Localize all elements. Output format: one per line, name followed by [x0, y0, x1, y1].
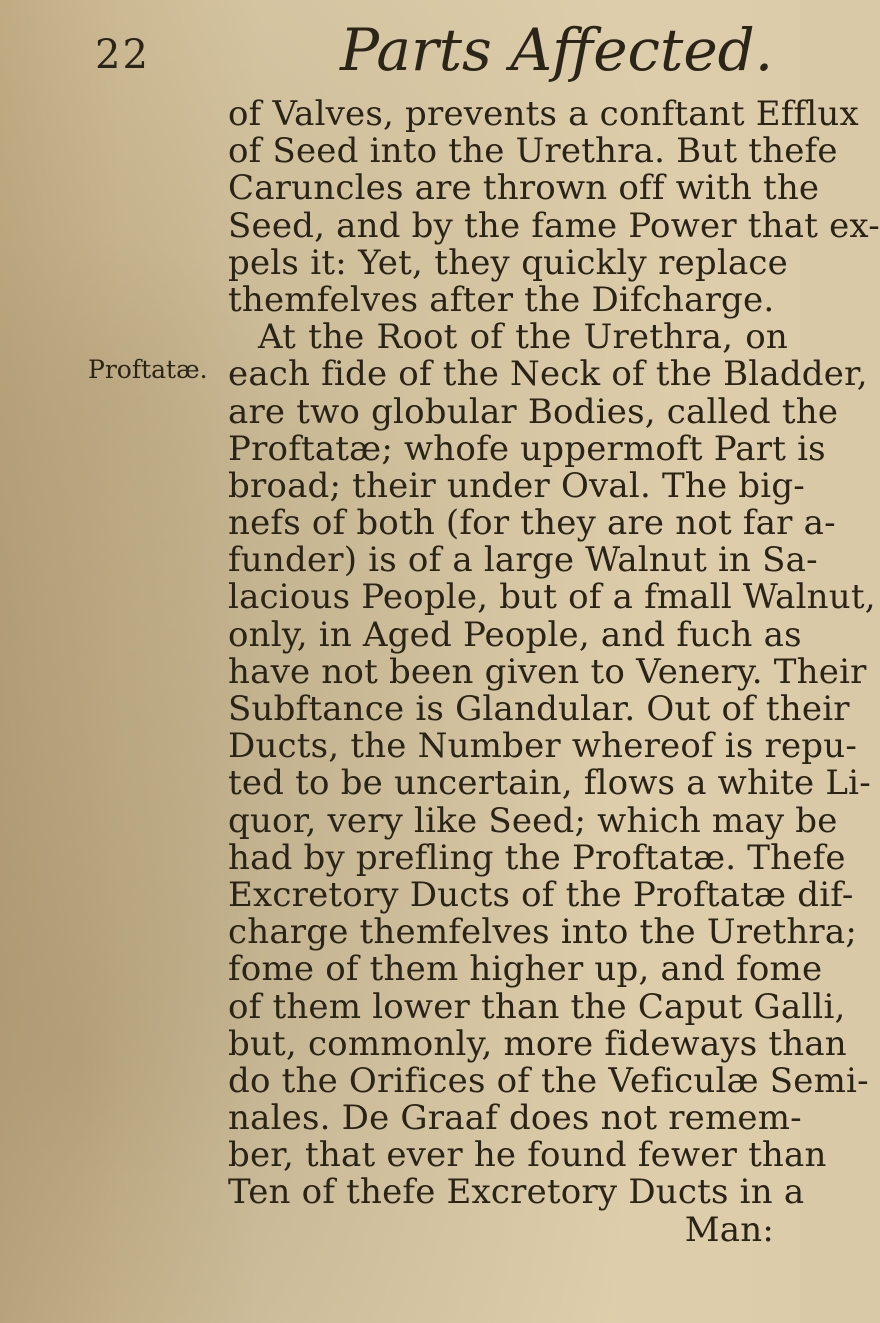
text-line: pels it: Yet, they quickly replace: [228, 242, 788, 283]
text-line: Subftance is Glandular. Out of their: [228, 689, 850, 729]
text-line: nefs of both (for they are not far a-: [228, 503, 836, 544]
text-line: of Valves, prevents a conftant Efflux: [228, 94, 859, 134]
text-line: each fide of the Neck of the Bladder,: [228, 354, 868, 395]
text-line: ted to be uncertain, flows a white Li-: [228, 763, 871, 804]
text-line: Excretory Ducts of the Proftatæ dif-: [228, 874, 854, 915]
text-line: nales. De Graaf does not remem-: [228, 1098, 802, 1139]
text-line: Seed, and by the fame Power that ex-: [228, 205, 880, 246]
text-line: Caruncles are thrown off with the: [228, 168, 820, 209]
text-line: only, in Aged People, and fuch as: [228, 614, 802, 655]
text-line: quor, very like Seed; which may be: [228, 800, 838, 841]
text-line: Ducts, the Number whereof is repu-: [228, 726, 858, 767]
text-line: but, commonly, more fideways than: [228, 1023, 847, 1064]
catchword: Man:: [684, 1209, 774, 1250]
body-text: [228, 94, 880, 1250]
text-line: have not been given to Venery. Their: [228, 651, 867, 692]
text-line: themfelves after the Difcharge.: [228, 279, 775, 320]
running-head: Parts Affected.: [340, 16, 774, 84]
text-line: At the Root of the Urethra, on: [258, 317, 788, 358]
text-line: Ten of thefe Excretory Ducts in a: [228, 1172, 805, 1213]
text-line: are two globular Bodies, called the: [228, 391, 839, 432]
text-line: lacious People, but of a fmall Walnut,: [228, 577, 876, 618]
text-line: fome of them higher up, and fome: [228, 949, 823, 990]
text-line: charge themfelves into the Urethra;: [228, 912, 858, 953]
text-line: do the Orifices of the Veficulæ Semi-: [228, 1060, 869, 1101]
text-line: of Seed into the Urethra. But thefe: [228, 131, 838, 172]
text-line: ber, that ever he found fewer than: [228, 1135, 827, 1176]
text-line: funder) is of a large Walnut in Sa-: [228, 540, 818, 581]
text-line: of them lower than the Caput Galli,: [228, 986, 846, 1027]
text-line: had by prefling the Proftatæ. Thefe: [228, 837, 846, 878]
text-line: broad; their under Oval. The big-: [228, 465, 805, 506]
page-number: 22: [95, 32, 150, 78]
margin-note: Proftatæ.: [88, 355, 208, 384]
text-line: Proftatæ; whofe uppermoft Part is: [228, 428, 826, 469]
